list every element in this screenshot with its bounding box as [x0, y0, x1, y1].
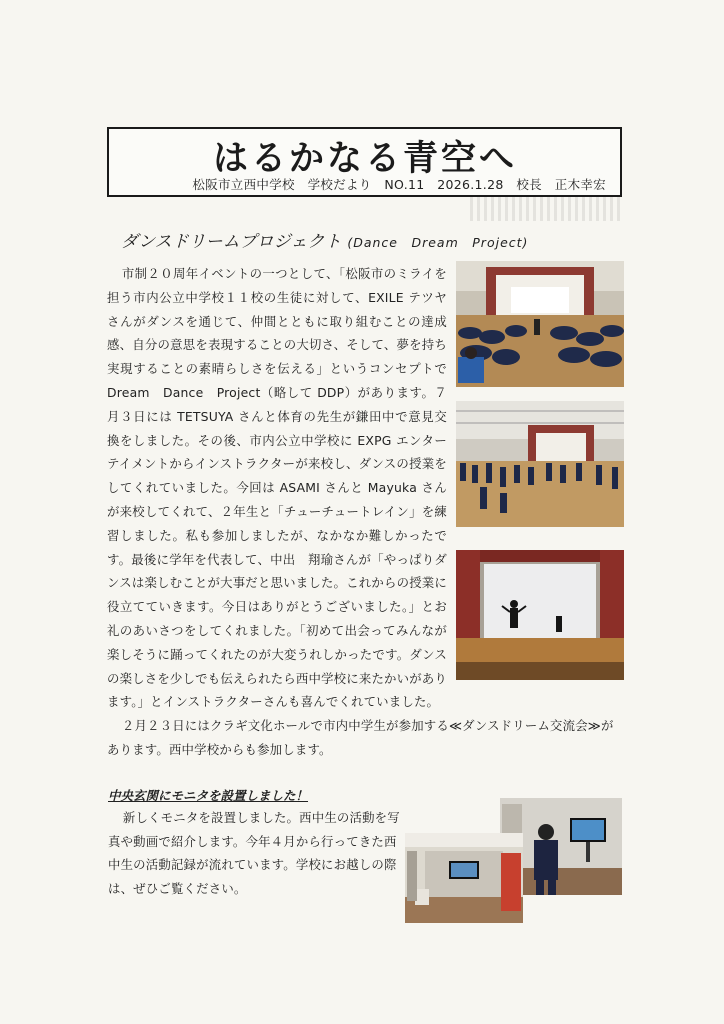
- article-body-bottom: [107, 714, 622, 762]
- notice-body: [108, 806, 408, 900]
- newsletter-title: はるかなる青空へ: [212, 139, 517, 179]
- article-heading: [121, 227, 528, 252]
- article-paragraph-2: ２月２３日にはクラギ文化ホールで市内中学生が参加する≪ダンスドリーム交流会≫があります。西中学校からも参加します。: [107, 718, 614, 757]
- gym-students-dancing-photo: [456, 401, 624, 527]
- bleed-through-artifact: [470, 197, 620, 221]
- newsletter-subtitle: 松阪市立西中学校 学校だより NO.11 2026.1.28 校長 正木幸宏: [192, 177, 606, 192]
- article-heading-jp: ダンスドリームプロジェクト: [121, 232, 342, 252]
- stage-instructor-photo: [456, 550, 624, 680]
- notice-paragraph: 新しくモニタを設置しました。西中生の活動を写真や動画で紹介します。今年４月から行ってきた西中生の活動記録が流れています。学校にお越しの際は、ぜひご覧ください。: [108, 810, 400, 896]
- gym-students-seated-photo: [456, 261, 624, 387]
- masthead: [107, 127, 622, 197]
- article-body: [107, 262, 447, 714]
- article-heading-en: (Dance Dream Project): [347, 235, 529, 250]
- notice-heading: 中央玄関にモニタを設置しました！: [108, 788, 309, 803]
- article-paragraph-1: 市制２０周年イベントの一つとして、「松阪市のミライを担う市内公立中学校１１校の生徒に対して、EXILE テツヤさんがダンスを通じて、仲間とともに取り組むことの達成感、自分の意思を表現することの大切さ、そして、夢を持ち実現することの素晴らしさを伝える」というコンセプトで Dream Dance Project（略して DDP）があります。７月３日には TETSUYA さんと体育の先生が鎌田中で意見交換をしました。その後、市内公立中学校に EXPG エンターテイメントからインストラクターが来校し、ダンスの授業をしてくれていました。今回は ASAMI さんと Mayuka さんが来校してくれて、２年生と「チューチュートレイン」を練習しました。私も参加しましたが、なかなか難しかったです。最後に学年を代表して、中出 翔瑜さんが「やっぱりダンスは楽しむことが大事だと思いました。これからの授業に役立てていきます。今日はありがとうございました。」とお礼のあいさつをしてくれました。「初めて出会ってみんなが楽しそうに踊ってくれたのが大変うれしかったです。ダンスの楽しさを少しでも伝えられたら西中学校に来たかいがあります。」とインストラクターさんも喜んでくれていました。: [107, 266, 447, 710]
- entrance-hall-monitor-photo: [405, 833, 523, 923]
